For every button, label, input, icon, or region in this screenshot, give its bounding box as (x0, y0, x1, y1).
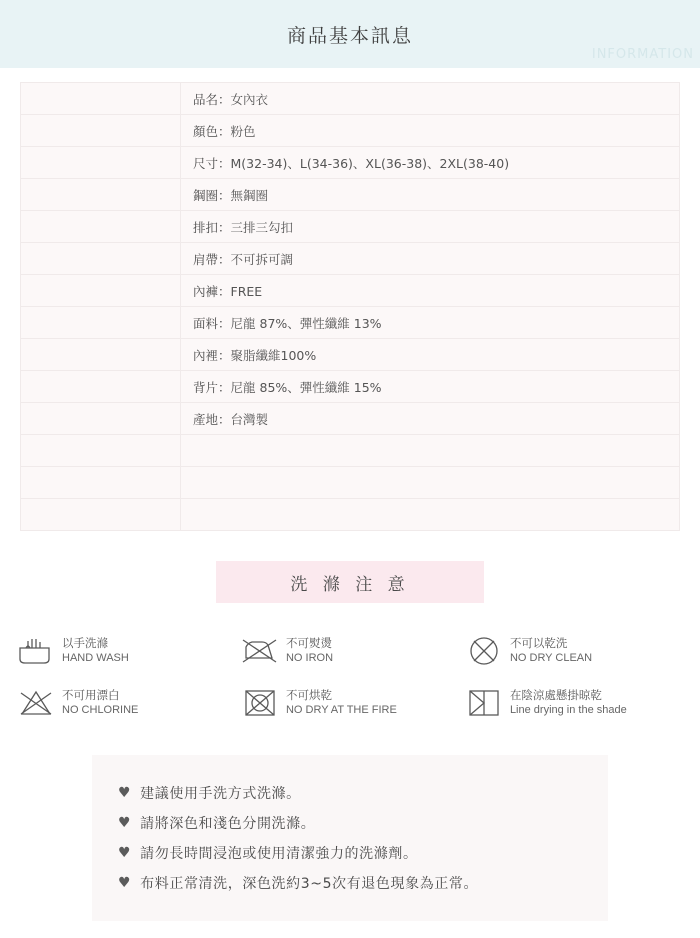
wash-instruction-text (282, 636, 333, 666)
page-subtitle: INFORMATION (591, 47, 694, 62)
info-row-spacer (21, 371, 181, 403)
table-row (21, 115, 680, 147)
wash-instruction-item (14, 677, 238, 729)
heart-icon: ♥ (118, 875, 132, 891)
info-row-label: 面料： (193, 315, 231, 331)
info-row-label: 產地： (193, 411, 231, 427)
info-row-text: 聚脂纖維100% (230, 347, 317, 363)
wash-instructions-list (0, 625, 700, 729)
info-row-spacer (21, 435, 181, 467)
info-row-value (181, 499, 680, 531)
info-row-spacer (21, 307, 181, 339)
info-row-value (181, 275, 680, 307)
info-row-text: 三排三勾扣 (230, 219, 294, 235)
info-row-label: 背片： (193, 379, 231, 395)
wash-instruction-en: HAND WASH (62, 652, 129, 665)
wash-note-line (118, 873, 608, 893)
info-row-label: 鋼圈： (193, 187, 231, 203)
info-row-label: 顏色： (193, 123, 231, 139)
wash-note-text: 請將深色和淺色分開洗滌。 (140, 816, 316, 832)
info-row-spacer (21, 467, 181, 499)
info-row-value (181, 339, 680, 371)
info-row-spacer (21, 83, 181, 115)
wash-instruction-text (282, 688, 397, 718)
page-header (0, 0, 700, 68)
wash-instruction-cn: 不可熨燙 (285, 635, 332, 650)
table-row (21, 307, 680, 339)
wash-instruction-en: Line drying in the shade (509, 704, 627, 717)
wash-instruction-en: NO DRY AT THE FIRE (285, 704, 397, 717)
wash-instruction-cn: 不可用漂白 (62, 687, 120, 702)
info-row-label: 肩帶： (193, 251, 231, 267)
info-row-spacer (21, 339, 181, 371)
info-row-text: 尼龍 85%、彈性纖維 15% (230, 379, 382, 395)
page-title: 商品基本訊息 (286, 24, 413, 47)
wash-instruction-text (58, 688, 138, 718)
table-row (21, 83, 680, 115)
wash-instruction-item (462, 677, 686, 729)
info-row-value (181, 243, 680, 275)
table-row (21, 211, 680, 243)
wash-note-line (118, 843, 608, 863)
wash-instruction-cn: 不可以乾洗 (509, 635, 568, 650)
table-row (21, 179, 680, 211)
wash-note-line (118, 813, 608, 833)
wash-instruction-en: NO CHLORINE (62, 704, 139, 717)
info-row-text: 尼龍 87%、彈性纖維 13% (230, 315, 382, 331)
table-row (21, 243, 680, 275)
info-row-value (181, 467, 680, 499)
wash-instruction-text (58, 636, 129, 666)
info-row-value (181, 307, 680, 339)
info-row-value (181, 211, 680, 243)
info-row-value (181, 403, 680, 435)
wash-instruction-text (506, 688, 627, 718)
info-row-spacer (21, 179, 181, 211)
wash-note-text: 布料正常清洗，深色洗約3~5次有退色現象為正常。 (140, 876, 479, 892)
info-row-value (181, 83, 680, 115)
no-chlorine-icon (14, 683, 58, 723)
info-row-text: 女內衣 (230, 91, 269, 107)
info-row-text: 台灣製 (230, 411, 269, 427)
info-row-text: M(32-34)、L(34-36)、XL(36-38)、2XL(38-40) (230, 155, 510, 171)
table-row (21, 467, 680, 499)
wash-title-wrap (0, 561, 700, 603)
info-row-text: 無鋼圈 (230, 187, 269, 203)
wash-instruction-en: NO DRY CLEAN (509, 652, 593, 665)
line-dry-shade-icon (462, 683, 506, 723)
no-tumble-dry-icon (238, 683, 282, 723)
info-row-spacer (21, 275, 181, 307)
wash-instruction-item (14, 625, 238, 677)
no-iron-icon (238, 631, 282, 671)
table-row (21, 275, 680, 307)
table-row (21, 435, 680, 467)
wash-section-title: 洗 滌 注 意 (216, 561, 484, 603)
info-row-text: 粉色 (230, 123, 256, 139)
table-row (21, 371, 680, 403)
wash-note-text: 請勿長時間浸泡或使用清潔強力的洗滌劑。 (140, 846, 418, 862)
info-row-label: 內褲： (193, 283, 231, 299)
info-row-value (181, 115, 680, 147)
info-row-label: 尺寸： (193, 155, 231, 171)
info-row-text: 不可拆可調 (230, 251, 294, 267)
info-row-value (181, 147, 680, 179)
info-row-label: 品名： (193, 91, 231, 107)
wash-instruction-cn: 在陰涼處懸掛晾乾 (509, 687, 602, 702)
wash-instruction-item (238, 625, 462, 677)
info-row-value (181, 371, 680, 403)
heart-icon: ♥ (118, 815, 132, 831)
wash-instruction-cn: 不可烘乾 (285, 687, 332, 702)
table-row (21, 499, 680, 531)
table-row (21, 147, 680, 179)
hand-wash-icon (14, 631, 58, 671)
info-row-value (181, 435, 680, 467)
table-row (21, 339, 680, 371)
info-row-spacer (21, 147, 181, 179)
info-row-spacer (21, 211, 181, 243)
info-row-spacer (21, 403, 181, 435)
product-info-section (0, 68, 700, 531)
wash-note-text: 建議使用手洗方式洗滌。 (140, 786, 301, 802)
table-row (21, 403, 680, 435)
heart-icon: ♥ (118, 785, 132, 801)
wash-instruction-en: NO IRON (285, 652, 334, 665)
info-row-spacer (21, 499, 181, 531)
wash-instruction-item (238, 677, 462, 729)
info-row-label: 排扣： (193, 219, 231, 235)
wash-instruction-text (506, 636, 592, 666)
wash-instruction-cn: 以手洗滌 (62, 635, 108, 650)
info-row-spacer (21, 115, 181, 147)
info-row-label: 內裡： (193, 347, 231, 363)
info-row-spacer (21, 243, 181, 275)
heart-icon: ♥ (118, 845, 132, 861)
wash-notes-box (92, 755, 608, 921)
info-row-text: FREE (230, 283, 263, 299)
product-info-table (20, 82, 680, 531)
wash-instruction-item (462, 625, 686, 677)
info-row-value (181, 179, 680, 211)
wash-note-line (118, 783, 608, 803)
no-dry-clean-icon (462, 631, 506, 671)
